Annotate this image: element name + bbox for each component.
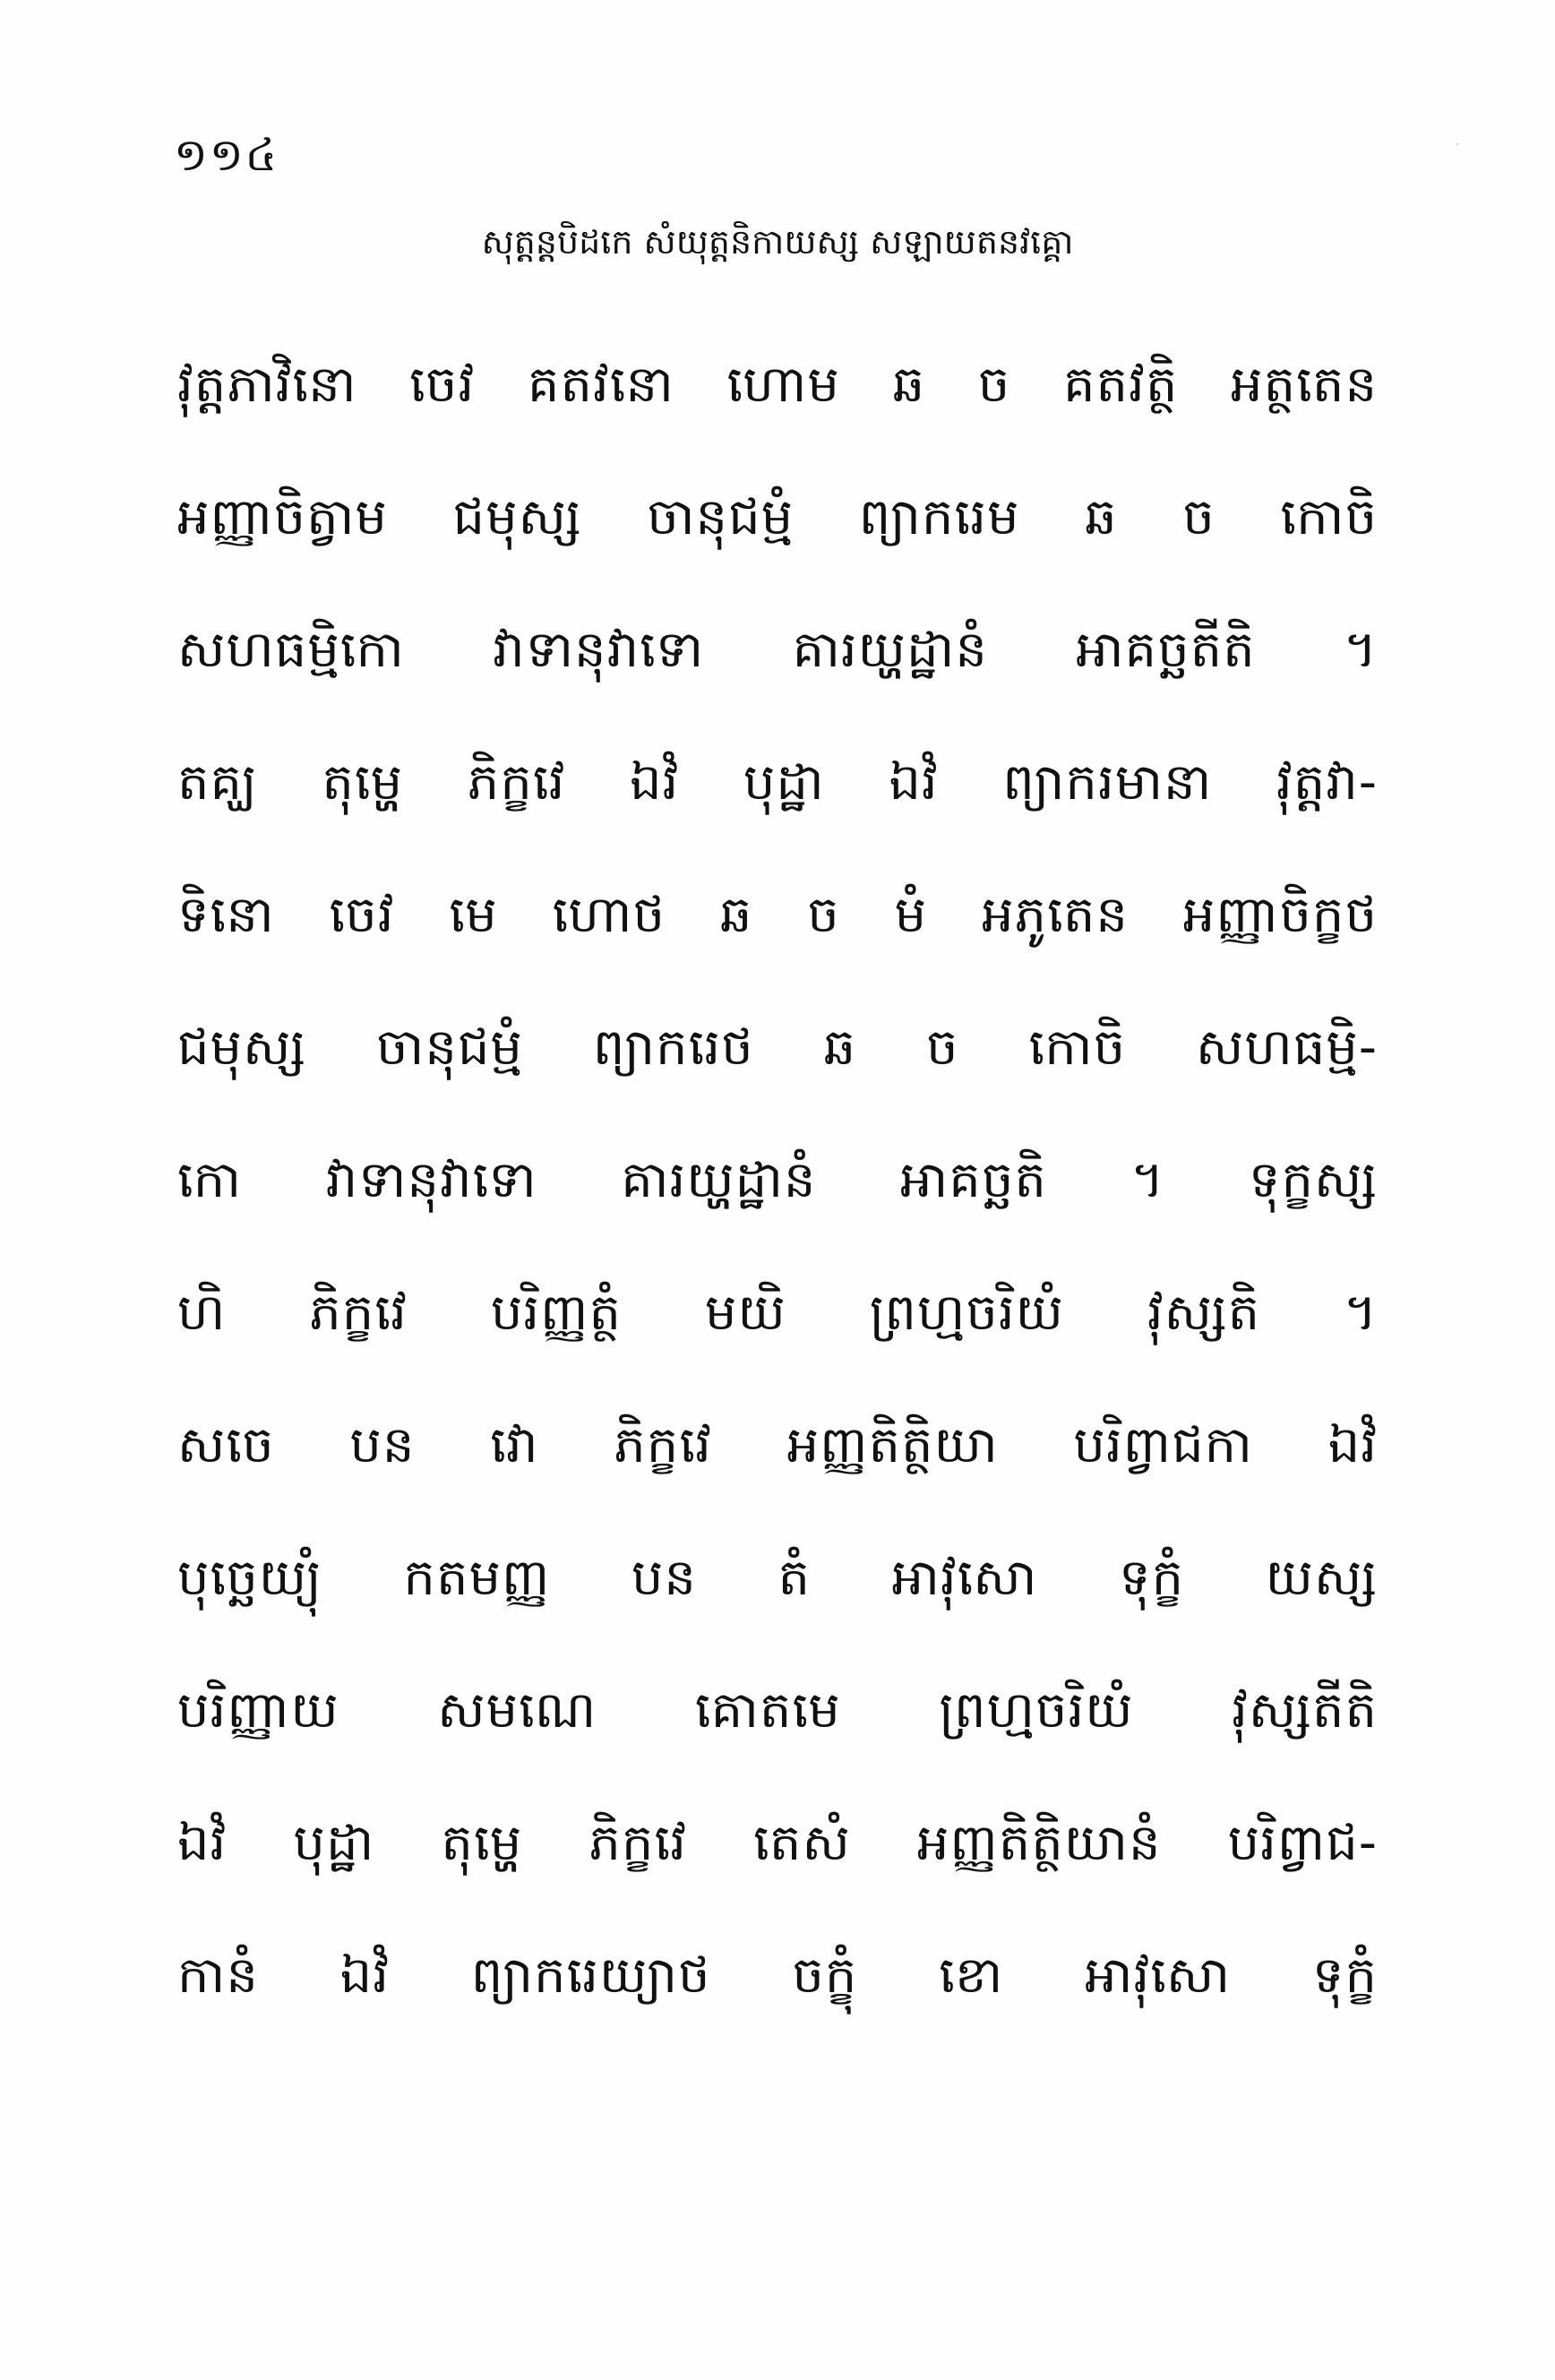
text-line-3: សហធម្មិកោ វាទានុវាទោ គារយ្ហដ្ឋានំ អាគច្ឆតីតិ ។ <box>177 621 1378 679</box>
text-line-4: តគ្ឃ តុម្ហេ ភិក្ខវេ ឯវំ បុដ្ឋា ឯវំ ព្យាករមានា វុត្តវា- <box>177 753 1378 812</box>
text-line-6: ជមុស្ស ចានុជម្មំ ព្យាករេថ ឆ ច កោចិ សហធម្មិ- <box>177 1018 1378 1077</box>
text-line-2: អញ្ញាចិត្វាម ជមុស្ស ចានុជម្មំ ព្យាករេម ឆ ច កោចិ <box>177 488 1378 546</box>
text-line-11: បរិញ្ញាយ សមណេ គោតមេ ព្រហ្មចរិយំ វុស្សតីតិ <box>177 1681 1378 1740</box>
text-line-13: កានំ ឯវំ ព្យាករេយ្យាថ ចក្ខុំ ខោ អាវុសោ ទុក្ខំ <box>177 1946 1378 2005</box>
body-text <box>177 340 1378 2064</box>
text-line-1: វុត្តភាវិនោ ចេវ គតវនោ ហោម ឆ ច គតវត្ថិ អត្ថតេន <box>177 356 1378 414</box>
text-line-10: បុច្ឆេយ្យុំ កតមញ្ញ បន តំ អាវុសោ ទុក្ខំ យស្ស <box>177 1549 1378 1607</box>
scan-speck <box>1456 143 1458 145</box>
text-line-9: សចេ បន វោ ភិក្ខវេ អញ្ញតិត្ថិយា បរិព្វាជកា ឯវំ <box>177 1416 1378 1474</box>
text-line-7: កោ វាទានុវាទោ គារយ្ហដ្ឋានំ អាគច្ឆតិ ។ ទុក្ខស្ស <box>177 1151 1378 1209</box>
text-line-8: ហិ ភិក្ខវេ បរិញ្ញត្ថំ មយិ ព្រហ្មចរិយំ វុស្សតិ ។ <box>177 1284 1378 1342</box>
page-number: ១១៤ <box>174 129 279 181</box>
text-line-5: ទិនោ ចេវ មេ ហោថ ឆ ច មំ អភូតេន អញ្ញាចិក្ខថ <box>177 886 1378 944</box>
text-line-12: ឯវំ បុដ្ឋា តុម្ហេ ភិក្ខវេ តេសំ អញ្ញតិត្ថិយានំ បរិព្វាជ- <box>177 1814 1378 1872</box>
running-header: សុត្តន្តបិដកេ សំយុត្តនិកាយស្ស សឡាយតនវគ្គោ <box>481 222 1074 262</box>
